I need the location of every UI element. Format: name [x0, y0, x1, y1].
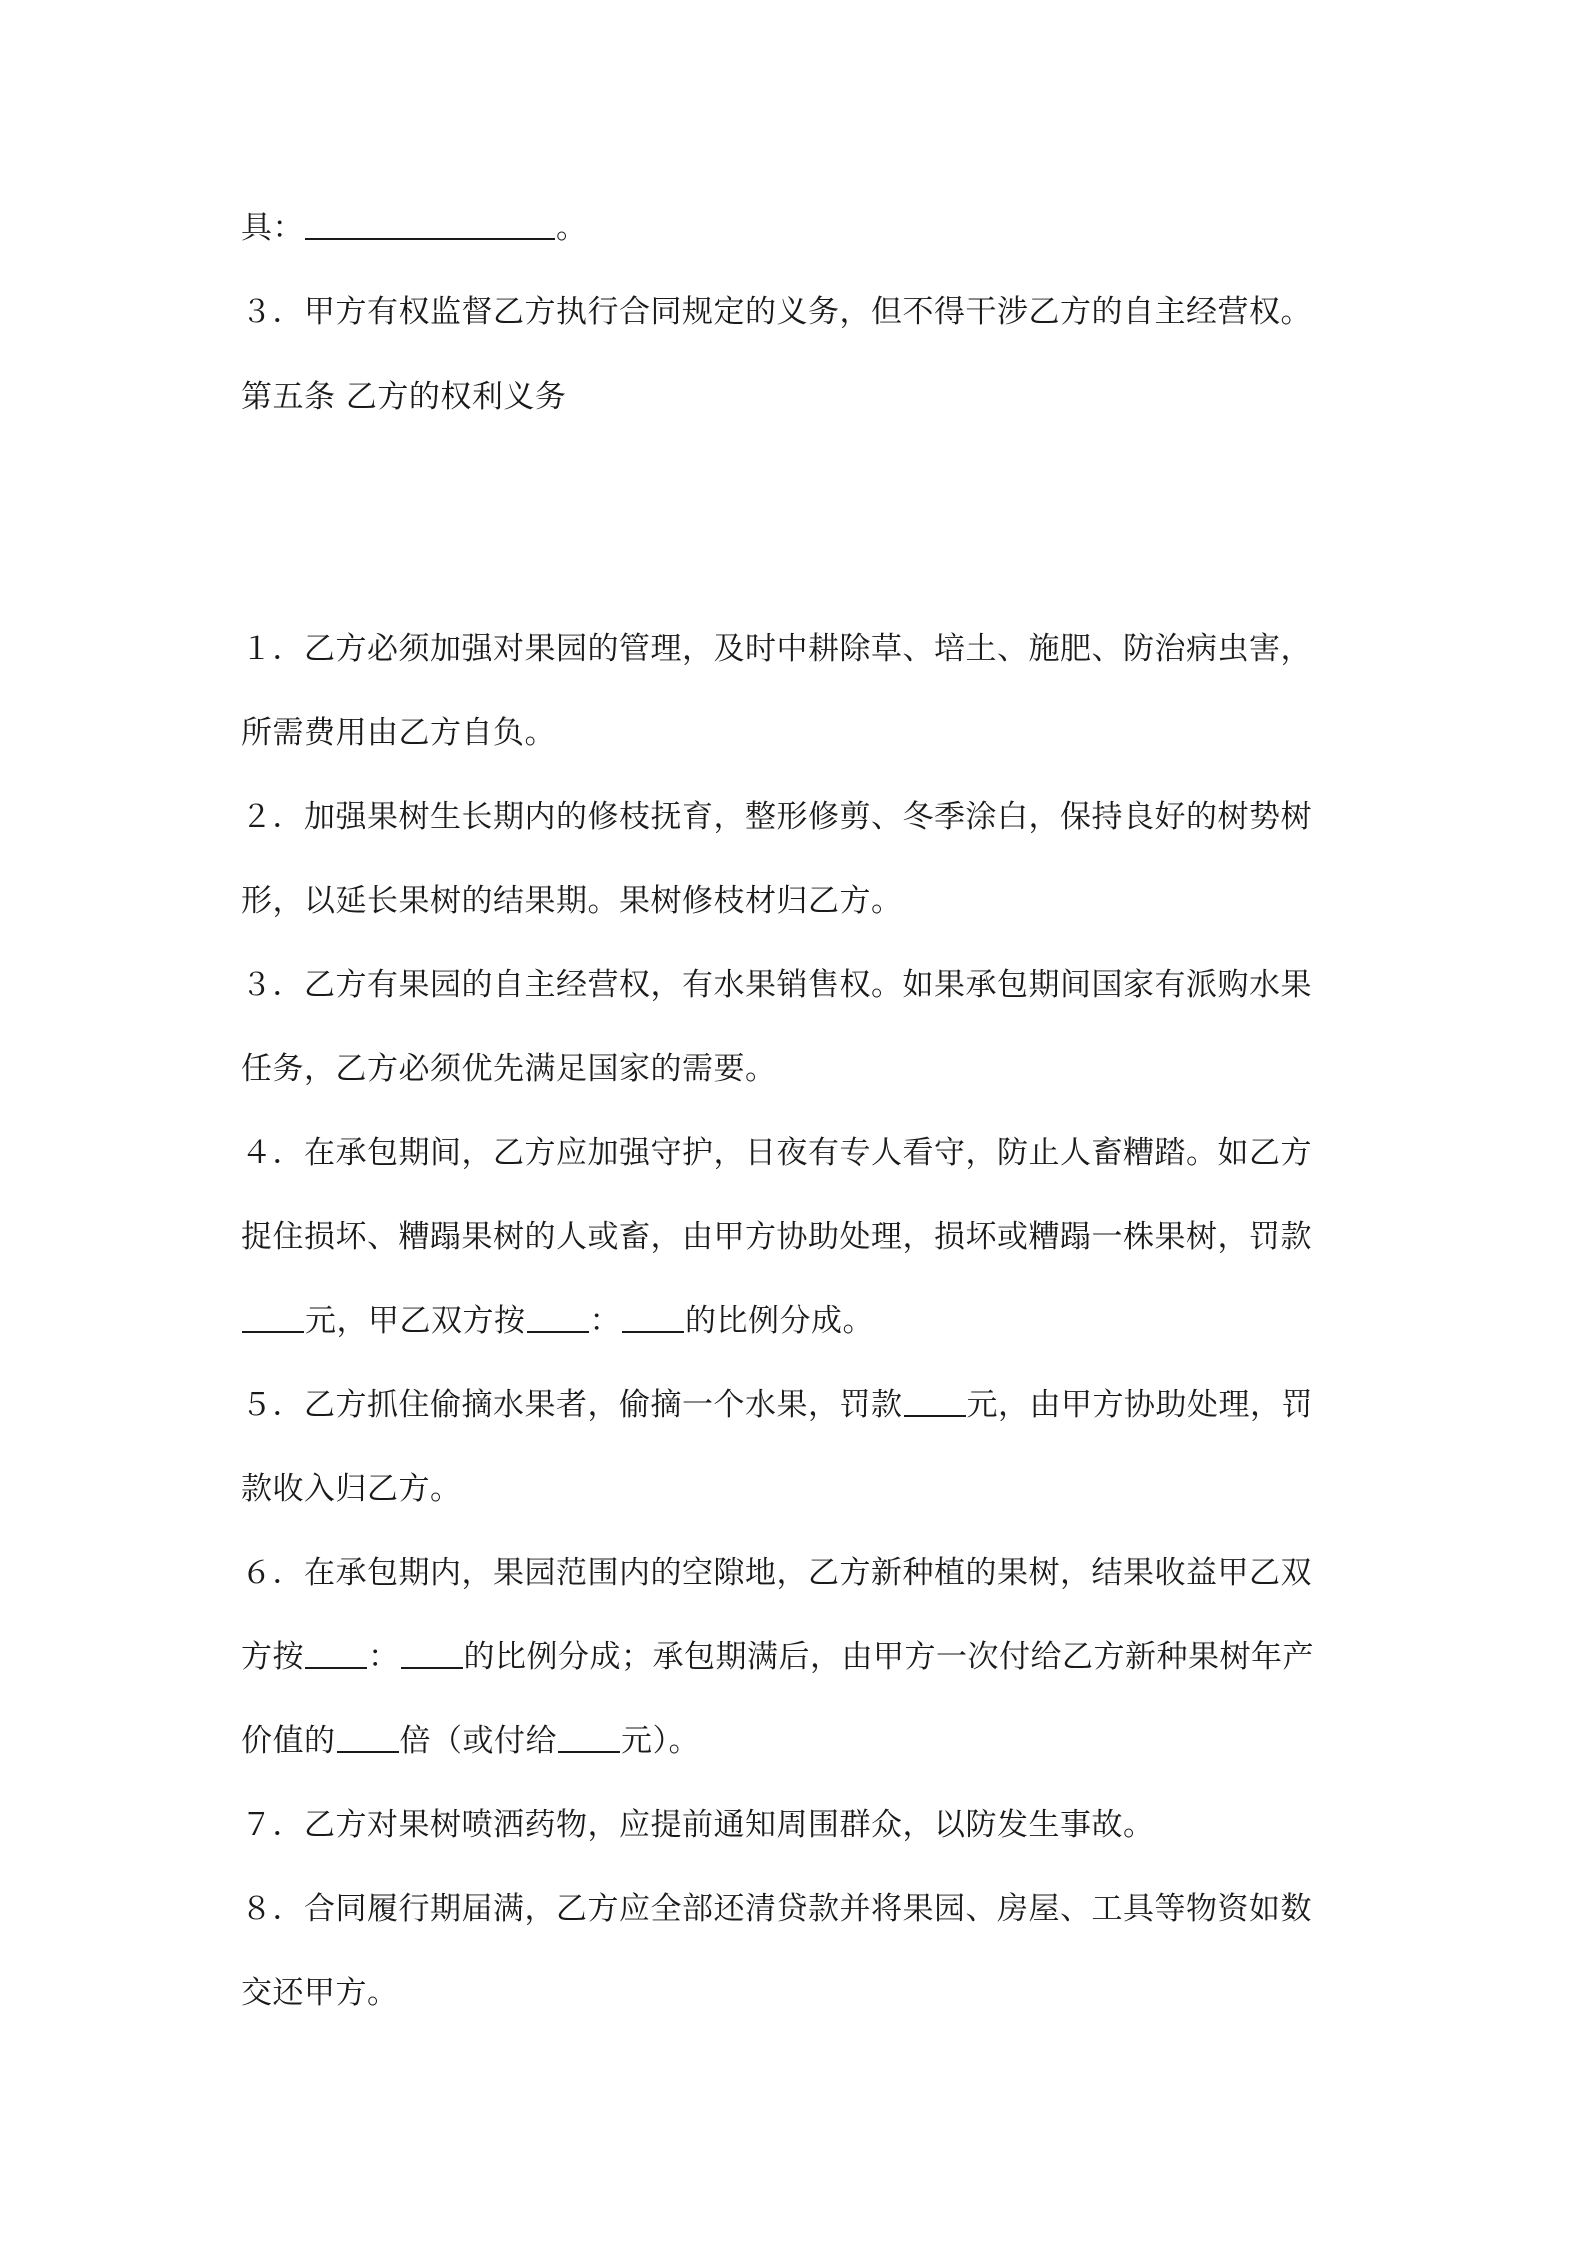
clause-5-6-line-1: ６．在承包期内，果园范围内的空隙地，乙方新种植的果树，结果收益甲乙双 — [241, 1555, 1312, 1591]
clause-5-8-line-2: 交还甲方。 — [241, 1975, 399, 2011]
blank-new-ratio-b — [401, 1637, 463, 1669]
text-theft-end: 元，由甲方协助处理，罚 — [966, 1387, 1313, 1423]
text-value-or: 倍（或付给 — [399, 1723, 557, 1759]
clause-5-3-line-1: ３．乙方有果园的自主经营权，有水果销售权。如果承包期间国家有派购水果 — [241, 967, 1312, 1003]
blank-new-ratio-a — [305, 1637, 367, 1669]
clause-5-1-line-2: 所需费用由乙方自负。 — [241, 715, 556, 751]
blank-fine-amount — [242, 1301, 304, 1333]
clause-5-4-line-1: ４．在承包期间，乙方应加强守护，日夜有专人看守，防止人畜糟踏。如乙方 — [241, 1135, 1312, 1171]
text-theft-fine: ５．乙方抓住偷摘水果者，偷摘一个水果，罚款 — [241, 1387, 903, 1423]
clause-5-7: ７．乙方对果树喷洒药物，应提前通知周围群众，以防发生事故。 — [241, 1807, 1155, 1843]
clause-5-2-line-2: 形，以延长果树的结果期。果树修枝材归乙方。 — [241, 883, 903, 919]
text-value-label: 价值的 — [241, 1723, 336, 1759]
text-value-end: 元）。 — [621, 1723, 700, 1759]
clause-5-4-line-3 — [241, 1299, 1351, 1343]
text-ratio-colon: ： — [589, 1303, 621, 1339]
clause-5-6-line-2 — [241, 1635, 1351, 1679]
text-ratio-end: 的比例分成。 — [685, 1303, 874, 1339]
clause-5-1-line-1: １．乙方必须加强对果园的管理，及时中耕除草、培土、施肥、防治病虫害， — [241, 631, 1312, 667]
text-split-label: 元，甲乙双方按 — [305, 1303, 526, 1339]
blank-value-amount — [558, 1721, 620, 1753]
text-tools-end: 。 — [556, 210, 588, 246]
text-line-tools — [241, 206, 1351, 250]
blank-theft-fine — [904, 1385, 966, 1417]
blank-ratio-b — [622, 1301, 684, 1333]
clause-5-4-line-2: 捉住损坏、糟蹋果树的人或畜，由甲方协助处理，损坏或糟蹋一株果树，罚款 — [241, 1219, 1312, 1255]
clause-5-3-line-2: 任务，乙方必须优先满足国家的需要。 — [241, 1051, 777, 1087]
clause-5-6-line-3 — [241, 1719, 1351, 1763]
section-heading-article-5: 第五条 乙方的权利义务 — [241, 379, 567, 415]
clause-5-5-line-2: 款收入归乙方。 — [241, 1471, 462, 1507]
blank-ratio-a — [527, 1301, 589, 1333]
text-tools-label: 具： — [241, 210, 304, 246]
blank-tools — [305, 208, 555, 240]
clause-5-2-line-1: ２．加强果树生长期内的修枝抚育，整形修剪、冬季涂白，保持良好的树势树 — [241, 799, 1312, 835]
clause-5-5-line-1 — [241, 1383, 1351, 1427]
text-new-ratio-end: 的比例分成；承包期满后，由甲方一次付给乙方新种果树年产 — [463, 1639, 1314, 1675]
text-new-trees-ratio: 方按 — [241, 1639, 304, 1675]
clause-4-3: ３．甲方有权监督乙方执行合同规定的义务，但不得干涉乙方的自主经营权。 — [241, 294, 1312, 330]
text-new-ratio-colon: ： — [368, 1639, 400, 1675]
blank-value-multiple — [337, 1721, 399, 1753]
clause-5-8-line-1: ８．合同履行期届满，乙方应全部还清贷款并将果园、房屋、工具等物资如数 — [241, 1891, 1312, 1927]
